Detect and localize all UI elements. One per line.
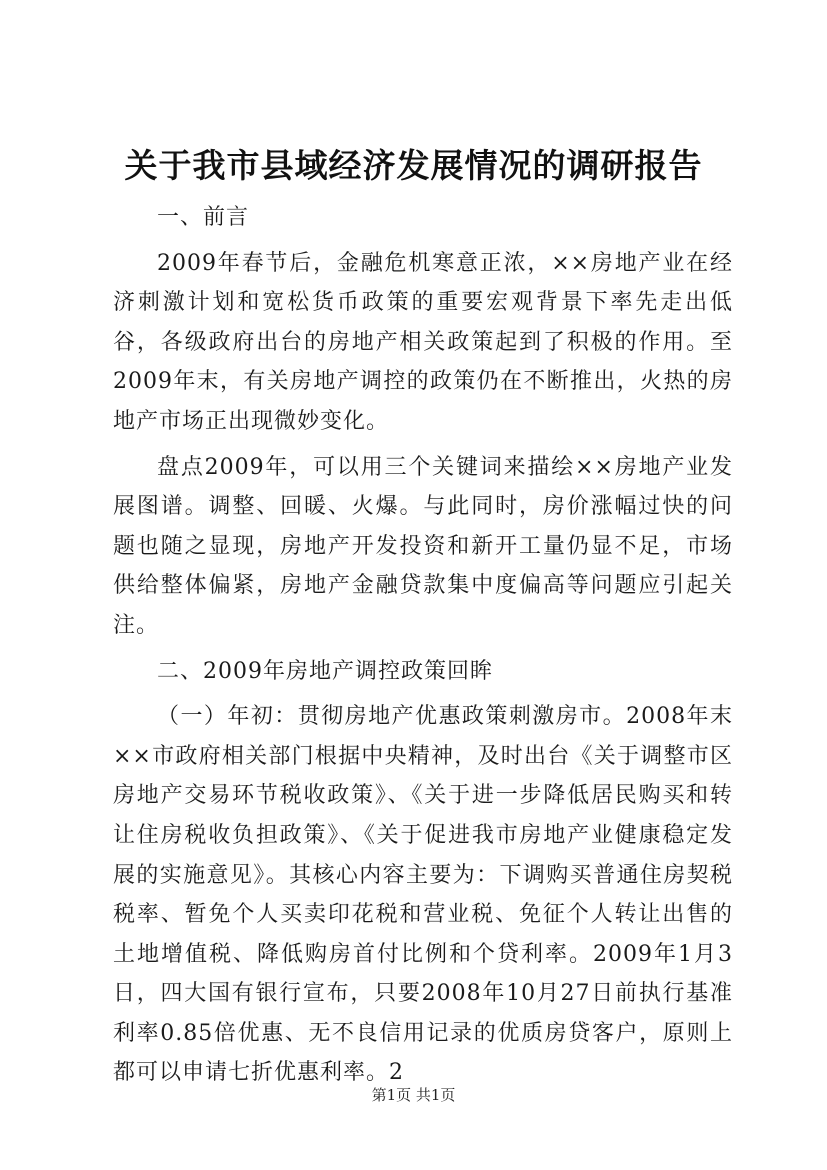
section-heading-policy-review: 二、2009年房地产调控政策回眸 <box>157 658 493 684</box>
document-title: 关于我市县域经济发展情况的调研报告 <box>124 146 703 185</box>
paragraph-1: 2009年春节后，金融危机寒意正浓，××房地产业在经济刺激计划和宽松货币政策的重要宏观背景下率先走出低谷，各级政府出台的房地产相关政策起到了积极的作用。至2009年末，有关房地产调控的政策仍在不断推出，火热的房地产市场正出现微妙变化。 <box>113 250 733 434</box>
page-number: 第1页 共1页 <box>371 1086 456 1104</box>
page-footer <box>0 1084 827 1106</box>
paragraph-3: （一）年初：贯彻房地产优惠政策刺激房市。2008年末××市政府相关部门根据中央精神，及时出台《关于调整市区房地产交易环节税收政策》、《关于进一步降低居民购买和转让住房税收负担政策》、《关于促进我市房地产业健康稳定发展的实施意见》。其核心内容主要为：下调购买普通住房契税税率、暂免个人买卖印花税和营业税、免征个人转让出售的土地增值税、降低购房首付比例和个贷利率。2009年1月3日，四大国有银行宣布，只要2008年10月27日前执行基准利率0.85倍优惠、无不良信用记录的优质房贷客户，原则上都可以申请七折优惠利率。2 <box>113 704 733 1086</box>
paragraph-2: 盘点2009年，可以用三个关键词来描绘××房地产业发展图谱。调整、回暖、火爆。与此同时，房价涨幅过快的问题也随之显现，房地产开发投资和新开工量仍显不足，市场供给整体偏紧，房地产金融贷款集中度偏高等问题应引起关注。 <box>113 454 733 638</box>
document-body <box>113 198 733 1093</box>
section-heading-preface: 一、前言 <box>157 205 250 230</box>
